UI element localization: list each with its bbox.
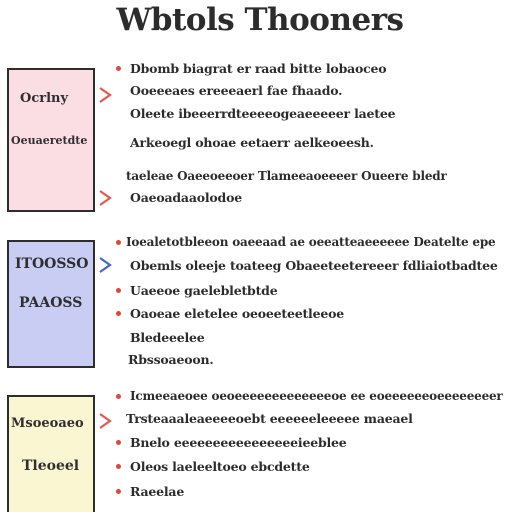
section-3-line-2: Trsteaaaleaeeeeoebt eeeeeeleeeee maeael: [126, 411, 413, 426]
section-1-bullet: [116, 66, 121, 71]
section-3-label-bottom: Tleoeel: [22, 458, 80, 474]
section-1-arrow-bottom-icon: [97, 188, 115, 208]
section-3-line-3: Bnelo eeeeeeeeeeeeeeeeieeblee: [130, 435, 347, 450]
section-2-arrow-icon: [97, 255, 115, 275]
section-3-label-top: Msoeoaeo: [11, 416, 84, 431]
section-2-line-2: Obemls oleeje toateeg Obaeeteetereeer fdliaiotbadtee: [130, 258, 498, 273]
section-2-label-top: ITOOSSO: [15, 256, 89, 272]
section-3-line-5: Raeelae: [130, 484, 185, 499]
section-3-line-4: Oleos laeleeltoeo ebcdette: [130, 459, 310, 474]
section-2-line-6: Rbssoaeoon.: [128, 352, 214, 367]
section-1-line-6: Oaeoadaaolodoe: [130, 190, 242, 205]
section-3-bullet-2: [116, 440, 121, 445]
section-1-arrow-top-icon: [97, 85, 115, 105]
section-3-arrow-icon: [97, 411, 115, 431]
section-2-line-1: Ioealetotbleeon oaeeaad ae oeeatteaeeeeee Deatelte epe: [126, 235, 496, 249]
section-2-line-5: Bledeeelee: [130, 330, 205, 345]
section-3-box: [7, 395, 95, 512]
section-3-bullet-4: [116, 489, 121, 494]
section-3-line-1: Icmeeaeoee oeoeeeeeeeeeeeeeoe ee eoeeeeeeoeeeeeeeer: [130, 389, 503, 403]
section-1-line-1: Dbomb biagrat er raad bitte lobaoceo: [130, 61, 387, 76]
page-title: Wbtols Thooners: [116, 2, 404, 38]
section-3-bullet-3: [116, 464, 121, 469]
section-1-line-3: Oleete ibeeerrdteeeeogeaeeeeer laetee: [130, 106, 396, 121]
section-2-bullet-1: [116, 240, 121, 245]
section-1-line-4: Arkeoegl ohoae eetaerr aelkeoeesh.: [130, 135, 374, 150]
section-1-label-top: Ocrlny: [20, 91, 69, 106]
section-2-label-bottom: PAAOSS: [19, 295, 83, 311]
section-1-label-bottom: Oeuaeretdte: [11, 134, 88, 147]
section-1-line-5: taeleae Oaeeoeeoer Tlameeaoeeeer Oueere bledr: [126, 169, 447, 183]
section-2-bullet-3: [116, 311, 121, 316]
section-2-line-4: Oaoeae eletelee oeoeeteetleeoe: [130, 306, 345, 321]
section-2-bullet-2: [116, 288, 121, 293]
section-3-bullet-1: [116, 394, 121, 399]
section-1-line-2: Ooeeeaes ereeeaerl fae fhaado.: [130, 83, 343, 98]
section-2-line-3: Uaeeoe gaelebletbtde: [130, 283, 278, 298]
